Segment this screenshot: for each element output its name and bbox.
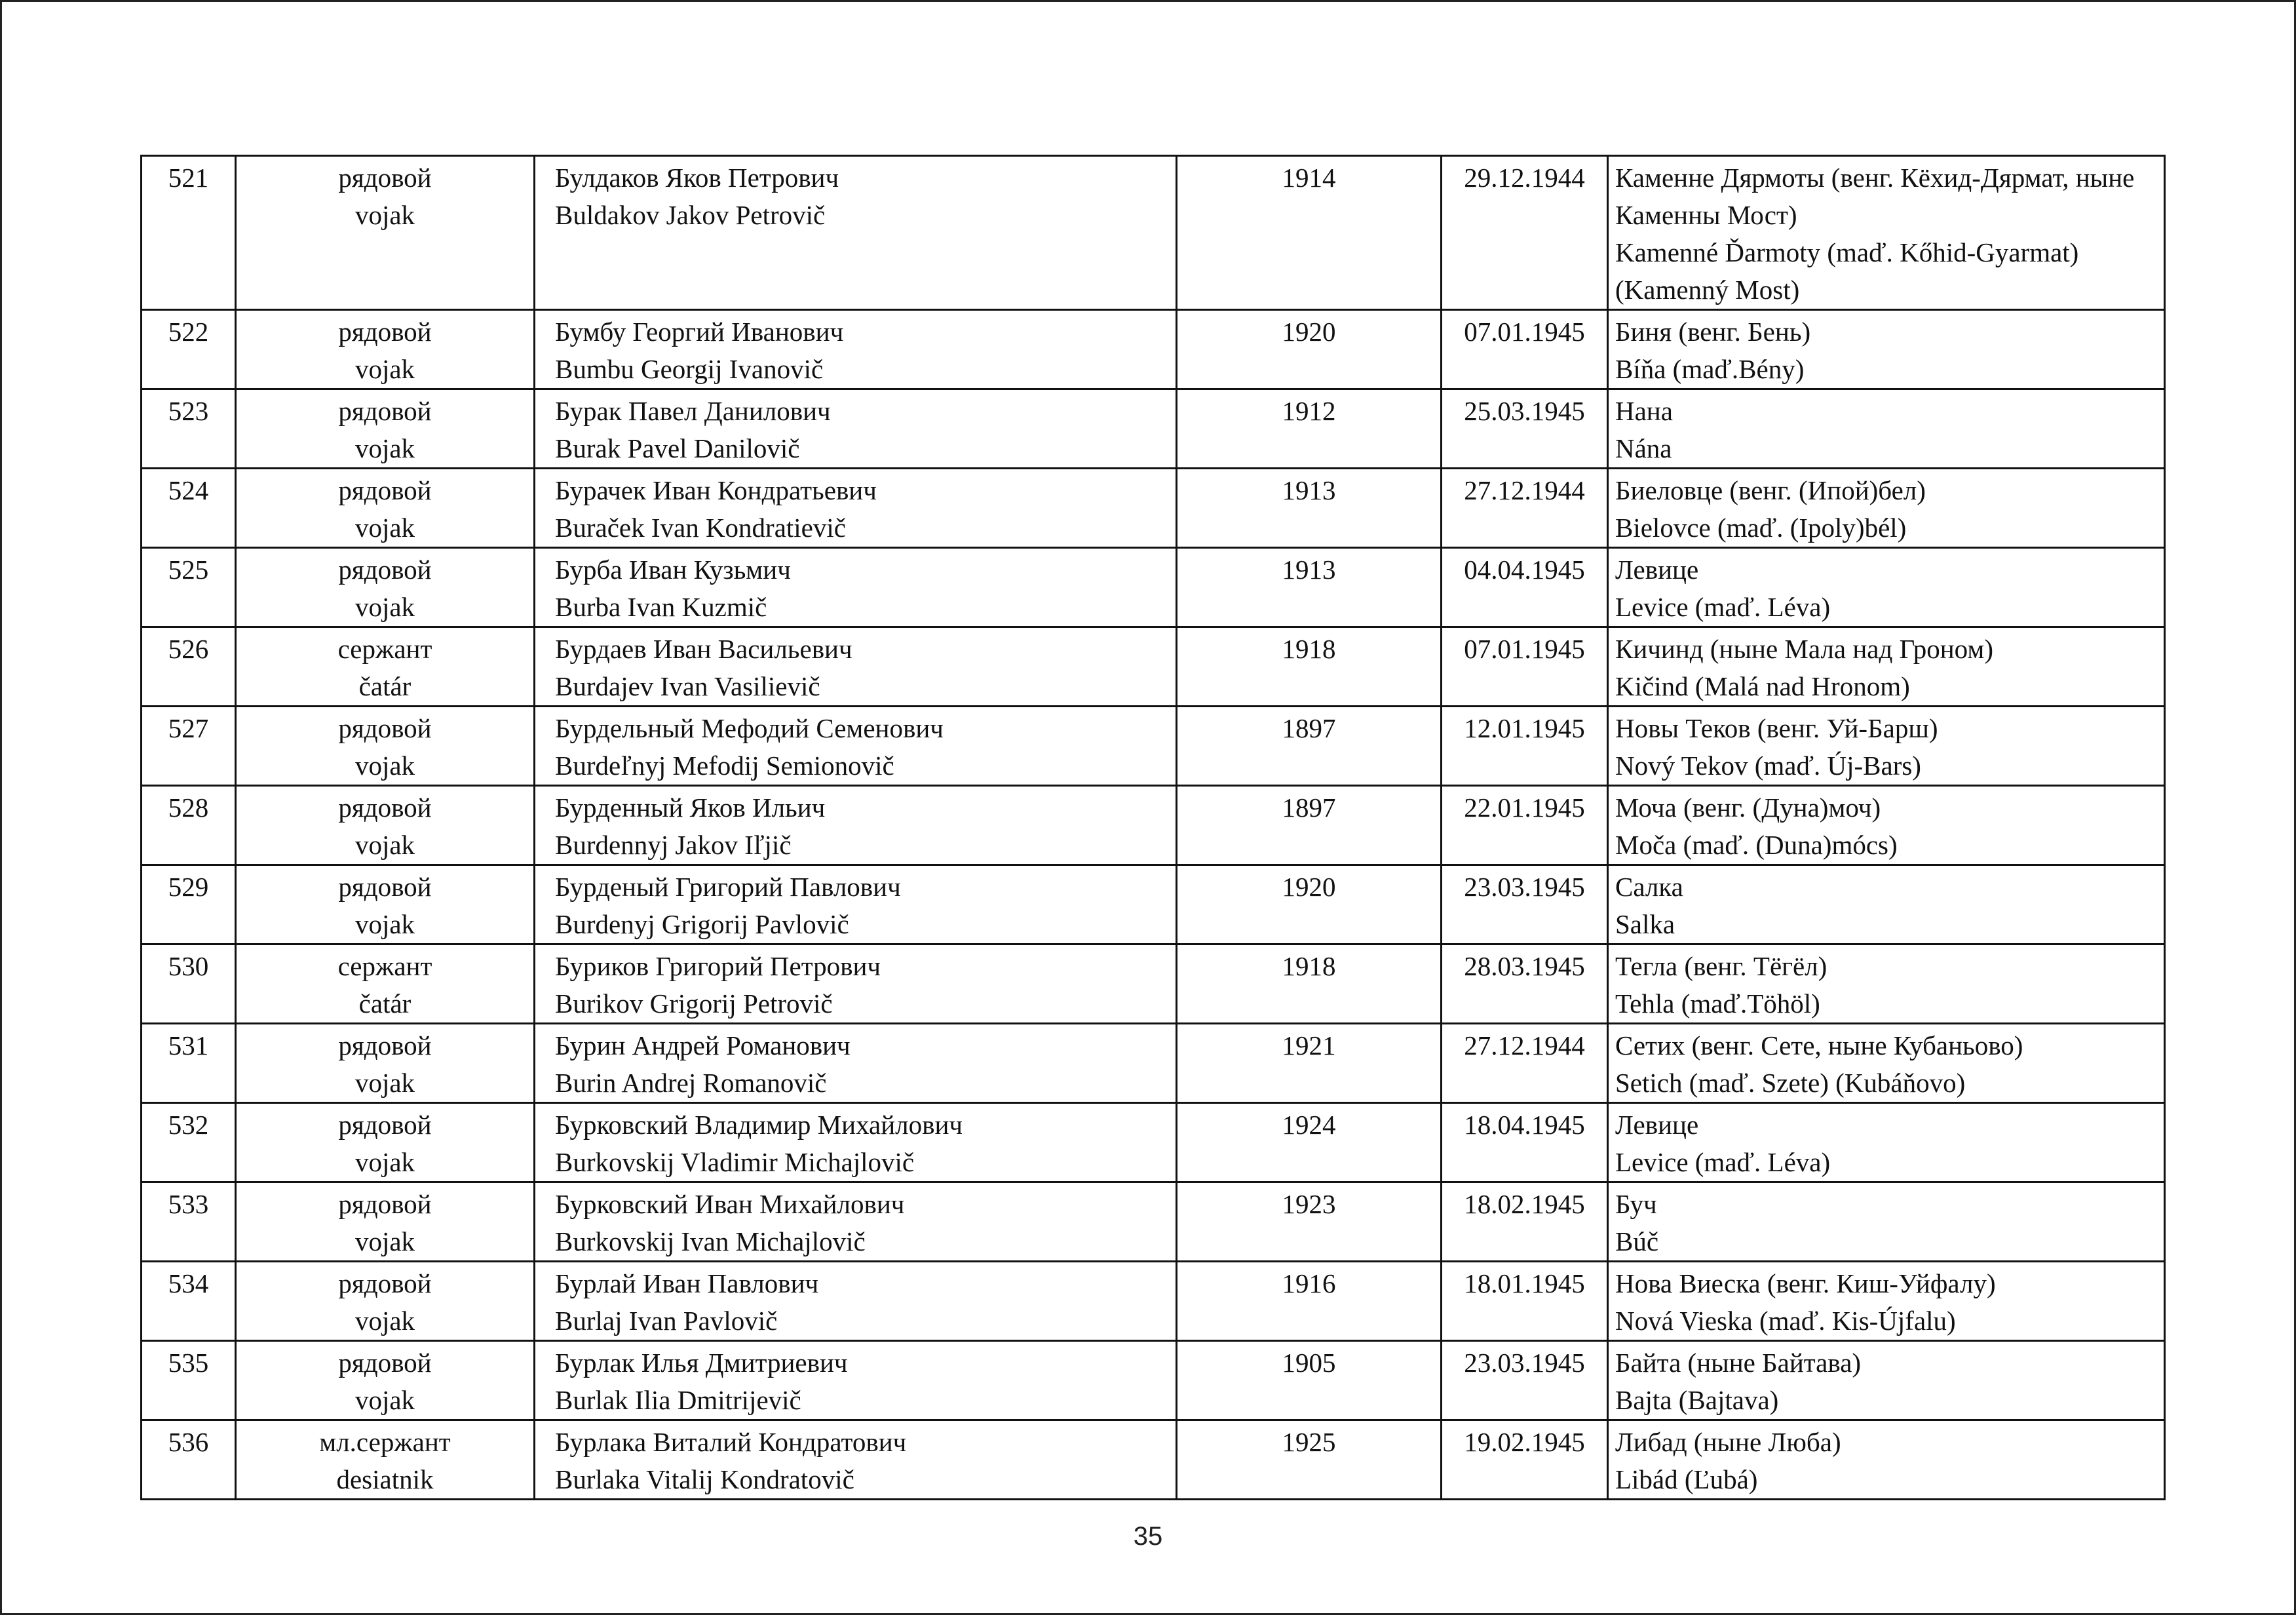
birth-year: 1916 xyxy=(1282,1268,1336,1298)
records-body xyxy=(142,156,2165,1500)
place-ru: Салка xyxy=(1615,872,1683,902)
place-ru: Новы Теков (венг. Уй-Барш) xyxy=(1615,713,1938,743)
place-ru: Тегла (венг. Тёгёл) xyxy=(1615,951,1827,981)
rank-sk: vojak xyxy=(354,909,415,939)
name-sk: Burkovskij Vladimir Michajlovič xyxy=(555,1147,915,1177)
rank-sk: vojak xyxy=(354,1147,415,1177)
death-date: 18.04.1945 xyxy=(1464,1110,1585,1140)
place-cell xyxy=(1608,389,2165,469)
birth-year: 1897 xyxy=(1282,792,1336,823)
table-row xyxy=(142,1341,2165,1420)
rank-sk: vojak xyxy=(354,750,415,781)
record-number-cell xyxy=(142,707,236,786)
name-ru: Бурдаев Иван Васильевич xyxy=(555,634,852,664)
birth-year: 1905 xyxy=(1282,1348,1336,1378)
death-date-cell xyxy=(1442,865,1608,944)
rank-ru: рядовой xyxy=(338,475,432,505)
death-date: 27.12.1944 xyxy=(1464,475,1585,505)
name-sk: Burlak Ilia Dmitrijevič xyxy=(555,1385,801,1415)
record-number-cell xyxy=(142,786,236,865)
name-sk: Burlaka Vitalij Kondratovič xyxy=(555,1464,854,1494)
name-cell xyxy=(535,786,1177,865)
place-ru: Нова Виеска (венг. Киш-Уйфалу) xyxy=(1615,1268,1996,1298)
name-ru: Бурлака Виталий Кондратович xyxy=(555,1427,907,1457)
place-ru: Левице xyxy=(1615,1110,1699,1140)
death-date-cell xyxy=(1442,548,1608,627)
name-ru: Бурачек Иван Кондратьевич xyxy=(555,475,877,505)
record-number: 531 xyxy=(168,1030,209,1060)
birth-year-cell xyxy=(1177,156,1442,310)
name-sk: Burdeľnyj Mefodij Semionovič xyxy=(555,750,894,781)
birth-year: 1920 xyxy=(1282,872,1336,902)
record-number-cell xyxy=(142,310,236,389)
name-cell xyxy=(535,310,1177,389)
rank-cell xyxy=(236,1024,535,1103)
name-cell xyxy=(535,865,1177,944)
table-row xyxy=(142,627,2165,707)
name-sk: Burlaj Ivan Pavlovič xyxy=(555,1306,778,1336)
name-ru: Бурдельный Мефодий Семенович xyxy=(555,713,944,743)
birth-year-cell xyxy=(1177,627,1442,707)
place-cell xyxy=(1608,1420,2165,1500)
birth-year: 1913 xyxy=(1282,475,1336,505)
death-date: 18.02.1945 xyxy=(1464,1189,1585,1219)
name-sk: Burikov Grigorij Petrovič xyxy=(555,988,833,1019)
name-sk: Burdajev Ivan Vasilievič xyxy=(555,671,820,701)
record-number: 533 xyxy=(168,1189,209,1219)
birth-year-cell xyxy=(1177,548,1442,627)
name-ru: Бурденный Яков Ильич xyxy=(555,792,826,823)
death-date: 18.01.1945 xyxy=(1464,1268,1585,1298)
birth-year-cell xyxy=(1177,1024,1442,1103)
table-row xyxy=(142,469,2165,548)
rank-ru: рядовой xyxy=(338,1030,432,1060)
place-ru: Каменне Дярмоты (венг. Кёхид-Дярмат, ныне Каменны Мост) xyxy=(1615,163,2135,230)
record-number-cell xyxy=(142,1341,236,1420)
rank-cell xyxy=(236,944,535,1024)
name-cell xyxy=(535,1024,1177,1103)
death-date-cell xyxy=(1442,469,1608,548)
name-cell xyxy=(535,944,1177,1024)
death-date-cell xyxy=(1442,1024,1608,1103)
record-number-cell xyxy=(142,865,236,944)
rank-ru: мл.сержант xyxy=(319,1427,451,1457)
death-date-cell xyxy=(1442,1262,1608,1341)
table-row xyxy=(142,1262,2165,1341)
name-ru: Бумбу Георгий Иванович xyxy=(555,317,844,347)
rank-ru: рядовой xyxy=(338,1189,432,1219)
death-date: 04.04.1945 xyxy=(1464,555,1585,585)
name-sk: Burin Andrej Romanovič xyxy=(555,1068,827,1098)
rank-sk: čatár xyxy=(358,988,411,1019)
death-date-cell xyxy=(1442,1341,1608,1420)
birth-year-cell xyxy=(1177,389,1442,469)
rank-ru: рядовой xyxy=(338,872,432,902)
birth-year-cell xyxy=(1177,944,1442,1024)
rank-cell xyxy=(236,389,535,469)
death-date-cell xyxy=(1442,944,1608,1024)
rank-ru: рядовой xyxy=(338,555,432,585)
name-ru: Бурак Павел Данилович xyxy=(555,396,831,426)
place-sk: Nána xyxy=(1615,433,1672,463)
name-cell xyxy=(535,156,1177,310)
record-number-cell xyxy=(142,1103,236,1182)
place-sk: Levice (maď. Léva) xyxy=(1615,592,1831,622)
table-row xyxy=(142,389,2165,469)
record-number: 532 xyxy=(168,1110,209,1140)
name-sk: Burdennyj Jakov Iľjič xyxy=(555,830,792,860)
name-sk: Burdenyj Grigorij Pavlovič xyxy=(555,909,849,939)
death-date-cell xyxy=(1442,786,1608,865)
rank-ru: рядовой xyxy=(338,1348,432,1378)
record-number-cell xyxy=(142,1420,236,1500)
record-number: 521 xyxy=(168,163,209,193)
place-sk: Kamenné Ďarmoty (maď. Kőhid-Gyarmat) (Kamenný Most) xyxy=(1615,237,2079,305)
rank-ru: сержант xyxy=(337,634,432,664)
birth-year: 1918 xyxy=(1282,634,1336,664)
birth-year-cell xyxy=(1177,865,1442,944)
place-sk: Búč xyxy=(1615,1226,1659,1256)
rank-sk: vojak xyxy=(354,200,415,230)
place-ru: Биня (венг. Бень) xyxy=(1615,317,1811,347)
rank-cell xyxy=(236,707,535,786)
place-sk: Bajta (Bajtava) xyxy=(1615,1385,1779,1415)
burial-records-table xyxy=(140,155,2166,1500)
name-ru: Бурденый Григорий Павлович xyxy=(555,872,901,902)
birth-year: 1897 xyxy=(1282,713,1336,743)
place-ru: Буч xyxy=(1615,1189,1657,1219)
table-row xyxy=(142,944,2165,1024)
place-sk: Salka xyxy=(1615,909,1675,939)
table-row xyxy=(142,310,2165,389)
rank-ru: рядовой xyxy=(338,1268,432,1298)
birth-year: 1921 xyxy=(1282,1030,1336,1060)
record-number: 534 xyxy=(168,1268,209,1298)
name-cell xyxy=(535,548,1177,627)
death-date-cell xyxy=(1442,389,1608,469)
death-date: 23.03.1945 xyxy=(1464,872,1585,902)
birth-year: 1923 xyxy=(1282,1189,1336,1219)
record-number: 526 xyxy=(168,634,209,664)
name-cell xyxy=(535,389,1177,469)
death-date: 28.03.1945 xyxy=(1464,951,1585,981)
name-cell xyxy=(535,1182,1177,1262)
name-sk: Burba Ivan Kuzmič xyxy=(555,592,767,622)
death-date: 25.03.1945 xyxy=(1464,396,1585,426)
place-cell xyxy=(1608,707,2165,786)
birth-year: 1920 xyxy=(1282,317,1336,347)
table-row xyxy=(142,786,2165,865)
rank-cell xyxy=(236,865,535,944)
place-cell xyxy=(1608,1262,2165,1341)
rank-cell xyxy=(236,627,535,707)
record-number-cell xyxy=(142,1024,236,1103)
table-row xyxy=(142,1103,2165,1182)
death-date-cell xyxy=(1442,310,1608,389)
birth-year-cell xyxy=(1177,310,1442,389)
death-date: 12.01.1945 xyxy=(1464,713,1585,743)
death-date: 22.01.1945 xyxy=(1464,792,1585,823)
place-sk: Nová Vieska (maď. Kis-Újfalu) xyxy=(1615,1306,1956,1336)
record-number-cell xyxy=(142,548,236,627)
name-ru: Бурлак Илья Дмитриевич xyxy=(555,1348,848,1378)
name-sk: Bumbu Georgij Ivanovič xyxy=(555,354,824,384)
death-date: 07.01.1945 xyxy=(1464,317,1585,347)
name-ru: Бурлай Иван Павлович xyxy=(555,1268,819,1298)
place-cell xyxy=(1608,1341,2165,1420)
place-cell xyxy=(1608,156,2165,310)
record-number: 527 xyxy=(168,713,209,743)
death-date-cell xyxy=(1442,1182,1608,1262)
rank-cell xyxy=(236,1182,535,1262)
place-cell xyxy=(1608,1182,2165,1262)
rank-ru: рядовой xyxy=(338,317,432,347)
birth-year: 1924 xyxy=(1282,1110,1336,1140)
death-date: 19.02.1945 xyxy=(1464,1427,1585,1457)
birth-year-cell xyxy=(1177,1420,1442,1500)
death-date-cell xyxy=(1442,1420,1608,1500)
record-number: 535 xyxy=(168,1348,209,1378)
rank-cell xyxy=(236,1420,535,1500)
place-cell xyxy=(1608,865,2165,944)
place-ru: Сетих (венг. Сете, ныне Кубаньово) xyxy=(1615,1030,2023,1060)
rank-ru: сержант xyxy=(337,951,432,981)
place-sk: Moča (maď. (Duna)mócs) xyxy=(1615,830,1898,860)
rank-cell xyxy=(236,548,535,627)
place-cell xyxy=(1608,786,2165,865)
record-number-cell xyxy=(142,627,236,707)
record-number: 530 xyxy=(168,951,209,981)
record-number-cell xyxy=(142,1262,236,1341)
record-number-cell xyxy=(142,469,236,548)
place-cell xyxy=(1608,1024,2165,1103)
place-ru: Байта (ныне Байтава) xyxy=(1615,1348,1862,1378)
place-sk: Tehla (maď.Töhöl) xyxy=(1615,988,1820,1019)
birth-year-cell xyxy=(1177,707,1442,786)
rank-sk: vojak xyxy=(354,354,415,384)
place-cell xyxy=(1608,310,2165,389)
record-number-cell xyxy=(142,1182,236,1262)
birth-year-cell xyxy=(1177,786,1442,865)
record-number-cell xyxy=(142,944,236,1024)
name-ru: Булдаков Яков Петрович xyxy=(555,163,839,193)
place-cell xyxy=(1608,627,2165,707)
rank-cell xyxy=(236,469,535,548)
rank-sk: vojak xyxy=(354,1068,415,1098)
table-row xyxy=(142,865,2165,944)
rank-ru: рядовой xyxy=(338,1110,432,1140)
rank-cell xyxy=(236,310,535,389)
place-ru: Биеловце (венг. (Ипой)бел) xyxy=(1615,475,1926,505)
death-date: 29.12.1944 xyxy=(1464,163,1585,193)
name-ru: Буриков Григорий Петрович xyxy=(555,951,881,981)
death-date-cell xyxy=(1442,707,1608,786)
rank-cell xyxy=(236,1103,535,1182)
page-number: 35 xyxy=(1133,1522,1163,1551)
name-ru: Бурин Андрей Романович xyxy=(555,1030,851,1060)
name-cell xyxy=(535,1262,1177,1341)
name-cell xyxy=(535,1420,1177,1500)
birth-year-cell xyxy=(1177,469,1442,548)
rank-sk: vojak xyxy=(354,1306,415,1336)
birth-year-cell xyxy=(1177,1341,1442,1420)
place-sk: Libád (Ľubá) xyxy=(1615,1464,1758,1494)
name-sk: Buraček Ivan Kondratievič xyxy=(555,513,846,543)
death-date-cell xyxy=(1442,156,1608,310)
birth-year: 1914 xyxy=(1282,163,1336,193)
rank-cell xyxy=(236,156,535,310)
place-ru: Кичинд (ныне Мала над Гроном) xyxy=(1615,634,1993,664)
place-sk: Setich (maď. Szete) (Kubáňovo) xyxy=(1615,1068,1966,1098)
table-row xyxy=(142,1420,2165,1500)
record-number: 523 xyxy=(168,396,209,426)
place-sk: Bíňa (maď.Bény) xyxy=(1615,354,1805,384)
place-sk: Kičind (Malá nad Hronom) xyxy=(1615,671,1910,701)
place-ru: Нана xyxy=(1615,396,1673,426)
name-sk: Buldakov Jakov Petrovič xyxy=(555,200,826,230)
rank-sk: vojak xyxy=(354,513,415,543)
record-number: 522 xyxy=(168,317,209,347)
record-number: 536 xyxy=(168,1427,209,1457)
name-cell xyxy=(535,1103,1177,1182)
place-sk: Bielovce (maď. (Ipoly)bél) xyxy=(1615,513,1907,543)
rank-sk: vojak xyxy=(354,592,415,622)
rank-sk: čatár xyxy=(358,671,411,701)
record-number: 525 xyxy=(168,555,209,585)
name-cell xyxy=(535,1341,1177,1420)
birth-year-cell xyxy=(1177,1262,1442,1341)
record-number: 524 xyxy=(168,475,209,505)
rank-sk: vojak xyxy=(354,830,415,860)
name-cell xyxy=(535,707,1177,786)
rank-cell xyxy=(236,786,535,865)
name-sk: Burak Pavel Danilovič xyxy=(555,433,800,463)
death-date: 07.01.1945 xyxy=(1464,634,1585,664)
birth-year-cell xyxy=(1177,1182,1442,1262)
place-cell xyxy=(1608,1103,2165,1182)
table-row xyxy=(142,707,2165,786)
record-number: 529 xyxy=(168,872,209,902)
name-sk: Burkovskij Ivan Michajlovič xyxy=(555,1226,866,1256)
table-row xyxy=(142,156,2165,310)
rank-sk: vojak xyxy=(354,433,415,463)
table-row xyxy=(142,1024,2165,1103)
name-cell xyxy=(535,469,1177,548)
name-cell xyxy=(535,627,1177,707)
name-ru: Бурба Иван Кузьмич xyxy=(555,555,791,585)
death-date-cell xyxy=(1442,1103,1608,1182)
rank-sk: vojak xyxy=(354,1385,415,1415)
name-ru: Бурковский Иван Михайлович xyxy=(555,1189,905,1219)
rank-cell xyxy=(236,1341,535,1420)
record-number-cell xyxy=(142,156,236,310)
rank-cell xyxy=(236,1262,535,1341)
table-row xyxy=(142,1182,2165,1262)
birth-year: 1913 xyxy=(1282,555,1336,585)
birth-year: 1925 xyxy=(1282,1427,1336,1457)
death-date: 23.03.1945 xyxy=(1464,1348,1585,1378)
name-ru: Бурковский Владимир Михайлович xyxy=(555,1110,963,1140)
rank-ru: рядовой xyxy=(338,713,432,743)
death-date-cell xyxy=(1442,627,1608,707)
place-cell xyxy=(1608,548,2165,627)
birth-year: 1918 xyxy=(1282,951,1336,981)
death-date: 27.12.1944 xyxy=(1464,1030,1585,1060)
rank-sk: vojak xyxy=(354,1226,415,1256)
rank-ru: рядовой xyxy=(338,396,432,426)
place-ru: Моча (венг. (Дуна)моч) xyxy=(1615,792,1881,823)
place-cell xyxy=(1608,469,2165,548)
rank-ru: рядовой xyxy=(338,163,432,193)
place-sk: Levice (maď. Léva) xyxy=(1615,1147,1831,1177)
rank-sk: desiatnik xyxy=(336,1464,434,1494)
record-number: 528 xyxy=(168,792,209,823)
table-row xyxy=(142,548,2165,627)
place-cell xyxy=(1608,944,2165,1024)
rank-ru: рядовой xyxy=(338,792,432,823)
place-ru: Либад (ныне Люба) xyxy=(1615,1427,1841,1457)
birth-year-cell xyxy=(1177,1103,1442,1182)
place-ru: Левице xyxy=(1615,555,1699,585)
record-number-cell xyxy=(142,389,236,469)
place-sk: Nový Tekov (maď. Új-Bars) xyxy=(1615,750,1921,781)
birth-year: 1912 xyxy=(1282,396,1336,426)
